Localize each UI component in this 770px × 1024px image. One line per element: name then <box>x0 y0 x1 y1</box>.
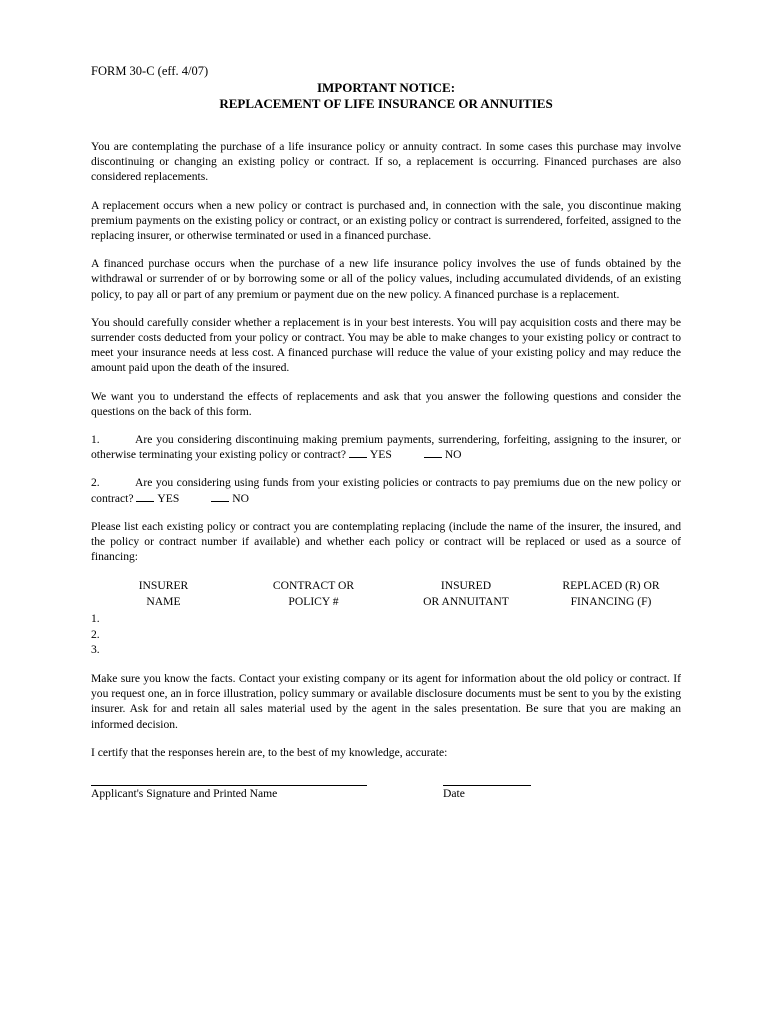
question-2-text: Are you considering using funds from your existing policies or contracts to pay premiums due on the new policy or contract? <box>91 476 681 505</box>
column-header-contract <box>236 578 391 610</box>
notice-title: IMPORTANT NOTICE: <box>316 80 456 95</box>
paragraph-intro: You are contemplating the purchase of a life insurance policy or annuity contract. In some cases this purchase may involve discontinuing or changing an existing policy or contract. If so, a replacement is occurring. Financed purchases are also considered replacements. <box>91 140 681 184</box>
table-row[interactable]: 1. <box>91 612 100 626</box>
signature-label: Applicant's Signature and Printed Name <box>91 786 278 800</box>
column-header-contract-line2: POLICY # <box>288 595 339 609</box>
column-header-insured-line1: INSURED <box>440 579 492 593</box>
column-header-replaced <box>541 578 681 610</box>
facts-paragraph: Make sure you know the facts. Contact your existing company or its agent for information about the old policy or contract. If you request one, an in force illustration, policy summary or available disclosure documents must be sent to you by the existing insurer. Ask for and retain all sales material used by the agent in the sales presentation. Be sure that you are making an informed decision. <box>91 671 681 731</box>
paragraph-questions-intro: We want you to understand the effects of replacements and ask that you answer the following questions and consider the questions on the back of this form. <box>91 389 681 418</box>
question-2-no-label: NO <box>232 491 250 505</box>
column-header-insurer <box>91 578 236 610</box>
question-2-yes-blank[interactable] <box>136 491 154 502</box>
question-2-yes-label: YES <box>157 491 180 505</box>
form-page <box>91 64 681 801</box>
signature-line[interactable] <box>91 779 367 786</box>
question-2 <box>91 475 681 505</box>
column-header-insured <box>391 578 541 610</box>
question-1-no-blank[interactable] <box>424 447 442 458</box>
paragraph-financed-purchase: A financed purchase occurs when the purchase of a new life insurance policy involves the use of funds obtained by the withdrawal or surrender of or by borrowing some or all of the policy values, including accumulated dividends, of an existing policy, to pay all or part of any premium or payment due on the new policy. A financed purchase is a replacement. <box>91 257 681 301</box>
question-1-no-label: NO <box>444 448 462 462</box>
column-header-replaced-line1: REPLACED (R) OR <box>562 579 660 593</box>
certify-statement: I certify that the responses herein are, to the best of my knowledge, accurate: <box>91 745 448 759</box>
column-header-insurer-line1: INSURER <box>138 579 189 593</box>
date-label: Date <box>443 786 465 800</box>
table-row[interactable]: 2. <box>91 627 100 641</box>
notice-subtitle: REPLACEMENT OF LIFE INSURANCE OR ANNUITIES <box>219 96 553 111</box>
column-header-insurer-line2: NAME <box>146 595 181 609</box>
policy-table-rows <box>91 611 681 658</box>
list-instruction: Please list each existing policy or contract you are contemplating replacing (include the name of the insurer, the insured, and the policy or contract number if available) and whether each policy or contract will be replaced or used as a source of financing: <box>91 519 681 564</box>
paragraph-consider: You should carefully consider whether a replacement is in your best interests. You will pay acquisition costs and there may be surrender costs deducted from your policy or contract. You may be able to make changes to your existing policy or contract to meet your insurance needs at less cost. A financed purchase will reduce the value of your existing policy and may reduce the amount paid upon the death of the insured. <box>91 315 681 375</box>
table-row[interactable]: 3. <box>91 643 100 657</box>
form-id: FORM 30-C (eff. 4/07) <box>91 64 209 78</box>
column-header-replaced-line2: FINANCING (F) <box>570 595 652 609</box>
question-2-no-blank[interactable] <box>211 491 229 502</box>
date-block <box>443 779 531 801</box>
question-1-number: 1. <box>91 433 100 447</box>
date-line[interactable] <box>443 779 531 786</box>
policy-table-header <box>91 578 681 610</box>
question-1-text: Are you considering discontinuing making premium payments, surrendering, forfeiting, assigning to the insurer, or otherwise terminating your existing policy or contract? <box>91 433 681 462</box>
column-header-contract-line1: CONTRACT OR <box>272 579 355 593</box>
question-2-number: 2. <box>91 476 100 490</box>
question-1-yes-label: YES <box>369 448 392 462</box>
signature-block <box>91 779 443 801</box>
question-1-yes-blank[interactable] <box>349 447 367 458</box>
paragraph-replacement-definition: A replacement occurs when a new policy or contract is purchased and, in connection with the sale, you discontinue making premium payments on the existing policy or contract, or an existing policy or contract is surrendered, forfeited, assigned to the replacing insurer, or otherwise terminated or used in a financed purchase. <box>91 198 681 243</box>
column-header-insured-line2: OR ANNUITANT <box>423 595 509 609</box>
question-1 <box>91 432 681 462</box>
signature-row <box>91 779 681 801</box>
